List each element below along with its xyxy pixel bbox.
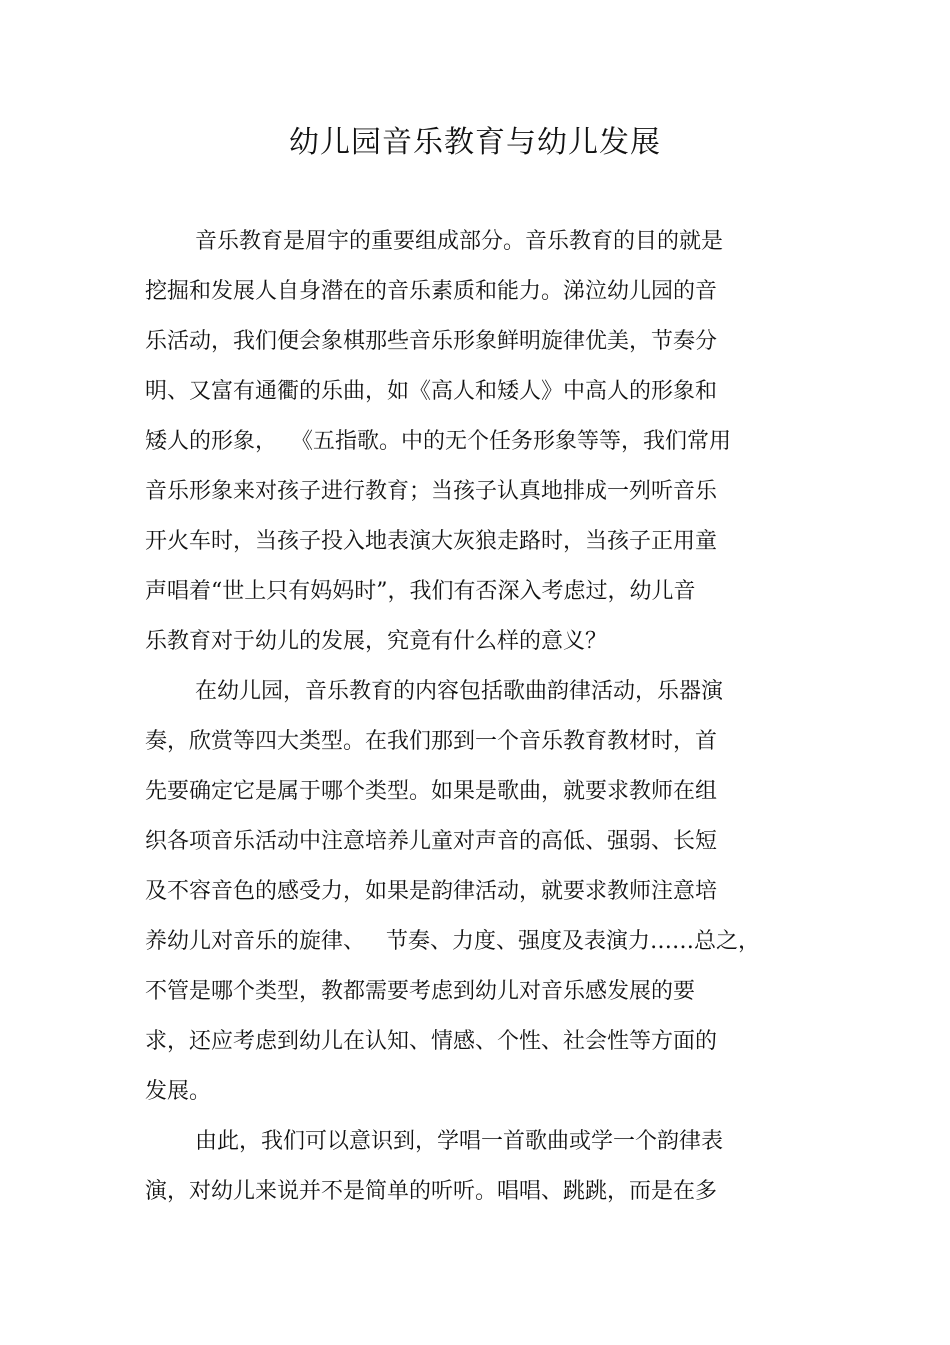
paragraph-1-line-5: 矮人的形象， 《五指歌。中的无个任务形象等等，我们常用: [145, 429, 731, 454]
paragraph-2-line-2: 奏，欣赏等四大类型。在我们那到一个音乐教育教材时，首: [145, 729, 718, 754]
paragraph-2-line-7: 不管是哪个类型，教都需要考虑到幼儿对音乐感发展的要: [145, 979, 696, 1004]
paragraph-1-line-7: 开火车时，当孩子投入地表演大灰狼走路时，当孩子正用童: [145, 529, 718, 554]
paragraph-2-line-3: 先要确定它是属于哪个类型。如果是歌曲，就要求教师在组: [145, 779, 718, 804]
paragraph-1-line-1: 音乐教育是眉宇的重要组成部分。音乐教育的目的就是: [195, 229, 724, 254]
paragraph-3-line-1: 由此，我们可以意识到，学唱一首歌曲或学一个韵律表: [195, 1129, 724, 1154]
paragraph-3-line-2: 演，对幼儿来说并不是简单的听听。唱唱、跳跳，而是在多: [145, 1179, 718, 1204]
paragraph-2-line-8: 求，还应考虑到幼儿在认知、情感、个性、社会性等方面的: [145, 1029, 718, 1054]
paragraph-2-line-6: 养幼儿对音乐的旋律、 节奏、力度、强度及表演力……总之，: [145, 929, 760, 954]
paragraph-2-line-9: 发展。: [145, 1079, 212, 1104]
paragraph-1-line-6: 音乐形象来对孩子进行教育；当孩子认真地排成一列听音乐: [145, 479, 718, 504]
paragraph-2-line-4: 织各项音乐活动中注意培养儿童对声音的高低、强弱、长短: [145, 829, 718, 854]
paragraph-2-line-5: 及不容音色的感受力，如果是韵律活动，就要求教师注意培: [145, 879, 718, 904]
paragraph-1-line-3: 乐活动，我们便会象棋那些音乐形象鲜明旋律优美，节奏分: [145, 329, 718, 354]
paragraph-1-line-8: 声唱着“世上只有妈妈时”，我们有否深入考虑过，幼儿音: [145, 579, 696, 604]
paragraph-2-line-1: 在幼儿园，音乐教育的内容包括歌曲韵律活动，乐器演: [195, 679, 724, 704]
paragraph-1-line-2: 挖掘和发展人自身潜在的音乐素质和能力。涕泣幼儿园的音: [145, 279, 718, 304]
paragraph-1-line-4: 明、又富有通衢的乐曲，如《高人和矮人》中高人的形象和: [145, 379, 718, 404]
document-title: 幼儿园音乐教育与幼儿发展: [289, 125, 661, 160]
paragraph-1-line-9: 乐教育对于幼儿的发展，究竟有什么样的意义？: [145, 629, 608, 654]
